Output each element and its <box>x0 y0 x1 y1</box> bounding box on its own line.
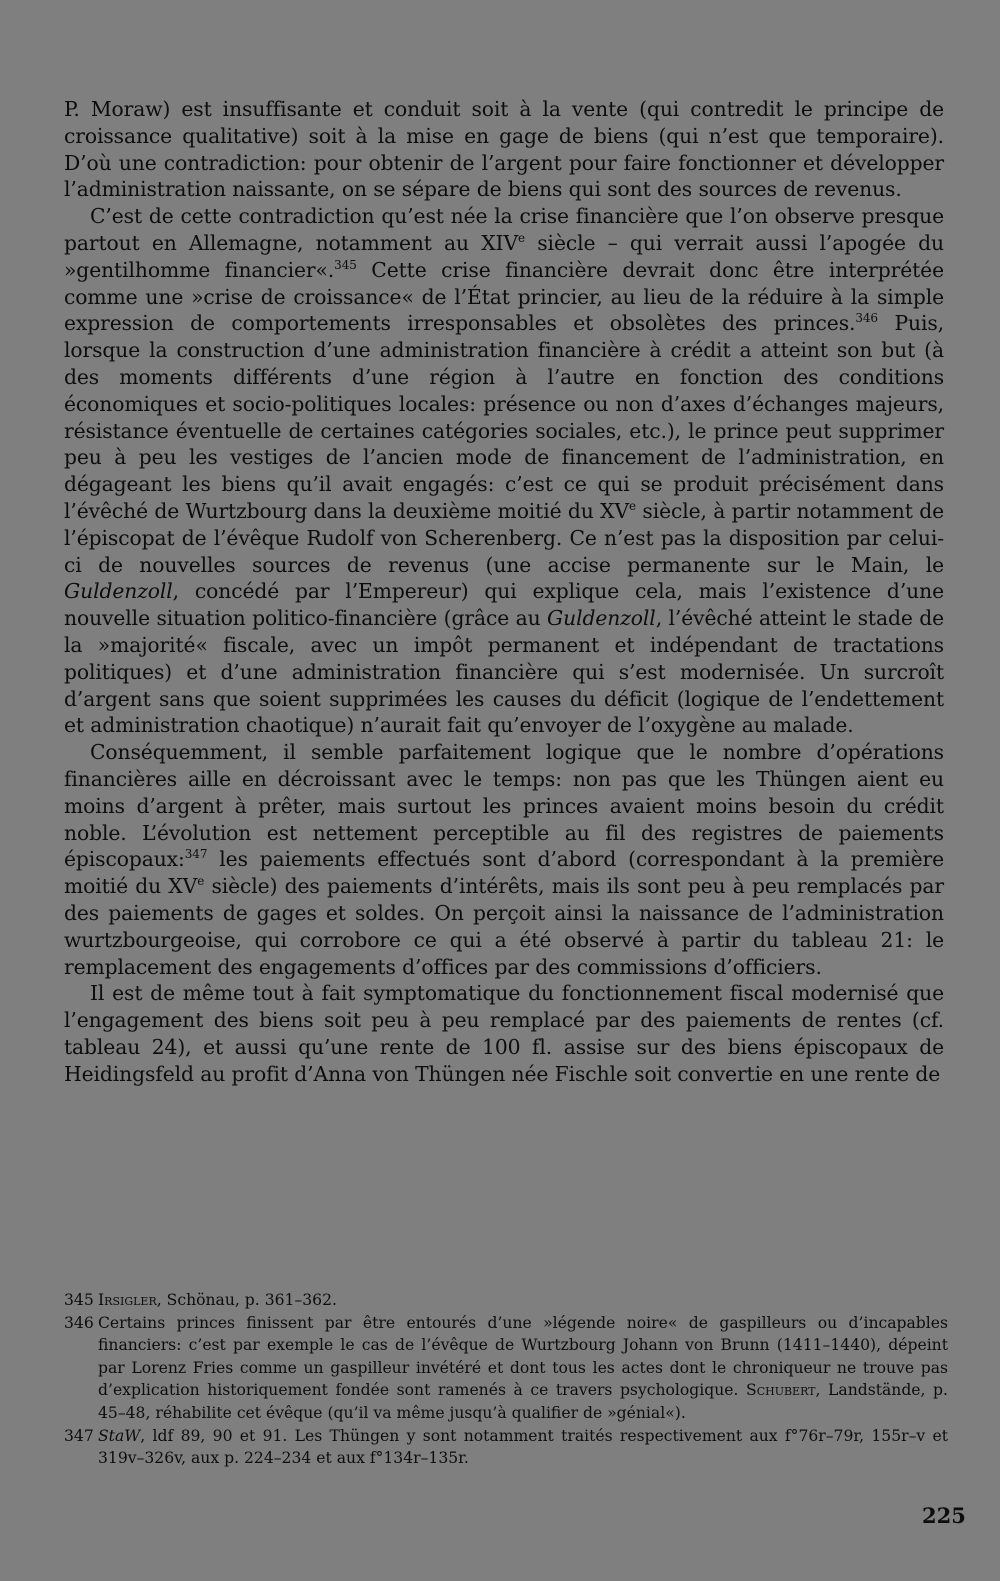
footnote-346 <box>64 1312 948 1425</box>
footnote-345 <box>64 1289 948 1312</box>
footnote-ref-346[interactable]: 346 <box>855 311 878 326</box>
paragraph-1: P. Moraw) est insuffisante et conduit soit à la vente (qui contredit le principe de croissance qualitative) soit à la mise en gage de biens (qui n’est que temporaire). D’où une contradiction: pour obtenir de l’argent pour faire fonctionner et développer l’administration naissante, on se sépare de biens qui sont des sources de revenus. <box>64 97 944 202</box>
footnote-number: 345 <box>64 1291 94 1309</box>
footnote-ref-345[interactable]: 345 <box>334 257 357 272</box>
paragraph-2: C’est de cette contradiction qu’est née la crise financière que l’on observe presque partout en Allemagne, notamment au XIVe siècle – qui verrait aussi l’apogée du »gentilhomme financier«.$^{345}$ Cette crise financière devrait donc être interprétée comme une »crise de croissance« de l’État princier, au lieu de la réduire à la simple expression de comportements irresponsables et obsolètes des princes.$^{346}$ Puis, lorsque la construction d’une administration financière à crédit a atteint son but (à des moments différents d’une région à l’autre en fonction des conditions économiques et socio-politiques locales: présence ou non d’axes d’échanges majeurs, résistance éventuelle de certaines catégories sociales, etc.), le prince peut supprimer peu à peu les vestiges de l’ancien mode de financement de l’administration, en dégageant les biens qu’il avait engagés: c’est ce qui se produit précisément dans l’évêché de Wurtzbourg dans la deuxième moitié du XVe siècle, à partir notamment de l’épiscopat de l’évêque Rudolf von Scherenberg. Ce n’est pas la disposition par celui-ci de nouvelles sources de revenus (une accise permanente sur le Main, le Guldenzoll, concédé par l’Empereur) qui explique cela, mais l’existence d’une nouvelle situation politico-financière (grâce au Guldenzoll, l’évêché atteint le stade de la »majorité« fiscale, avec un impôt permanent et indépendant de tractations politiques) et d’une administration financière qui s’est modernisée. Un surcroît d’argent sans que soient supprimées les causes du déficit (logique de l’endettement et administration chaotique) n’aurait fait qu’envoyer de l’oxygène au malade. <box>64 204 945 738</box>
page-number: 225 <box>922 1503 966 1528</box>
body-text <box>64 96 944 1087</box>
footnote-number: 346 <box>64 1313 94 1332</box>
paragraph-4: Il est de même tout à fait symptomatique du fonctionnement fiscal modernisé que l’engagement des biens soit peu à peu remplacé par des paiements de rentes (cf. tableau 24), et aussi qu’une rente de 100 fl. assise sur des biens épiscopaux de Heidingsfeld au profit d’Anna von Thüngen née Fischle soit convertie en une rente de <box>64 981 944 1086</box>
page-body <box>64 96 944 1087</box>
footnote-text: Irsigler, Schönau, p. 361–362. <box>98 1291 337 1309</box>
footnote-number: 347 <box>64 1426 94 1445</box>
footnotes <box>64 1289 948 1470</box>
footnote-text: StaW, ldf 89, 90 et 91. Les Thüngen y sont notamment traités respectivement aux f°76r–79r, 155r–v et 319v–326v, aux p. 224–234 et aux f°134r–135r. <box>98 1426 948 1468</box>
footnote-text: Certains princes finissent par être entourés d’une »légende noire« de gaspilleurs ou d’incapables financiers: c’est par exemple le cas de l’évêque de Wurtzbourg Johann von Brunn (1411–1440), dépeint par Lorenz Fries comme un gaspilleur invétéré et dont tous les actes dont le chroniqueur ne trouve pas d’explication historiquement fondée sont ramenés à ce travers psychologique. Schubert, Landstände, p. 45–48, réhabilite cet évêque (qu’il va même jusqu’à qualifier de »génial«). <box>98 1313 948 1422</box>
paragraph-3: Conséquemment, il semble parfaitement logique que le nombre d’opérations financières aille en décroissant avec le temps: non pas que les Thüngen aient eu moins d’argent à prêter, mais surtout les princes avaient moins besoin du crédit noble. L’évolution est nettement perceptible au fil des registres de paiements épiscopaux:$^{347}$ les paiements effectués sont d’abord (correspondant à la première moitié du XVe siècle) des paiements d’intérêts, mais ils sont peu à peu remplacés par des paiements de gages et soldes. On perçoit ainsi la naissance de l’administration wurtzbourgeoise, qui corrobore ce qui a été observé à partir du tableau 21: le remplacement des engagements d’offices par des commissions d’officiers. <box>64 740 944 979</box>
footnote-347 <box>64 1425 948 1470</box>
footnote-ref-347[interactable]: 347 <box>184 847 208 862</box>
